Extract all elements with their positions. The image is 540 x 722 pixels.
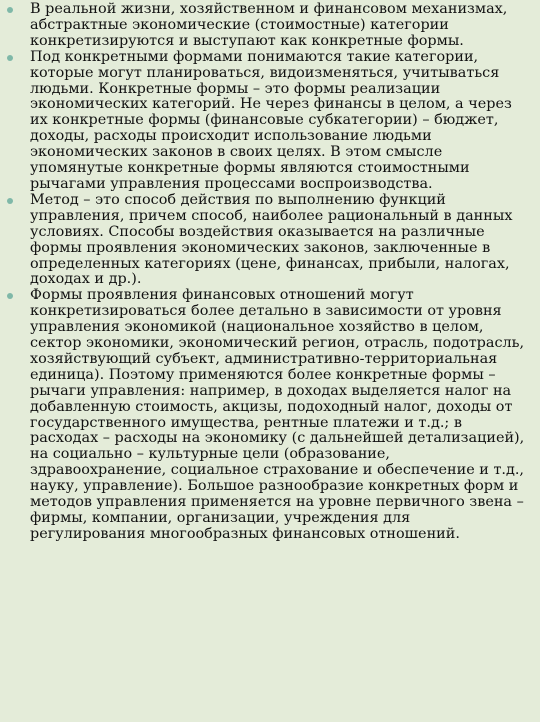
bullet-item-3 (7, 193, 530, 288)
bullet-text: Под конкретными формами понимаются такие категории, которые могут планироваться, видоизменяться, учитываться людьми. Конкретные формы – это формы реализации экономических категорий. Не через финансы в целом, а через их конкретные формы (финансовые субкатегории) – бюджет, доходы, расходы происходит использование людьми экономических законов в своих целях. В этом смысле упомянутые конкретные формы являются стоимостными рычагами управления процессами воспроизводства. (30, 48, 512, 192)
bullet-text: Формы проявления финансовых отношений могут конкретизироваться более детально в зависимости от уровня управления экономикой (национальное хозяйство в целом, сектор экономики, экономический регион, отрасль, подотрасль, хозяйствующий субъект, административно-территориальная единица). Поэтому применяются более конкретные формы – рычаги управления: например, в доходах выделяется налог на добавленную стоимость, акцизы, подоходный налог, доходы от государственного имущества, рентные платежи и т.д.; в расходах – расходы на экономику (с дальнейшей детализацией), на социально – культурные цели (образование, здравоохранение, социальное страхование и обеспечение и т.д., науку, управление). Большое разнообразие конкретных форм и методов управления применяется на уровне первичного звена – фирмы, компании, организации, учреждения для регулирования многообразных финансовых отношений. (30, 287, 525, 542)
round-bullet-icon (7, 293, 13, 299)
round-bullet-icon (7, 7, 13, 13)
round-bullet-icon (7, 198, 13, 204)
round-bullet-icon (7, 55, 13, 61)
slide (0, 2, 540, 722)
bullet-text: В реальной жизни, хозяйственном и финансовом механизмах, абстрактные экономические (стоимостные) категории конкретизируются и выступают как конкретные формы. (30, 1, 508, 49)
bullet-item-1 (7, 2, 530, 50)
bullet-text: Метод – это способ действия по выполнению функций управления, причем способ, наиболее рациональный в данных условиях. Способы воздействия оказывается на различные формы проявления экономических законов, заключенные в определенных категориях (цене, финансах, прибыли, налогах, доходах и др.). (30, 191, 513, 288)
bullet-item-4 (7, 288, 530, 543)
bullet-item-2 (7, 50, 530, 193)
bullet-list (7, 2, 530, 543)
